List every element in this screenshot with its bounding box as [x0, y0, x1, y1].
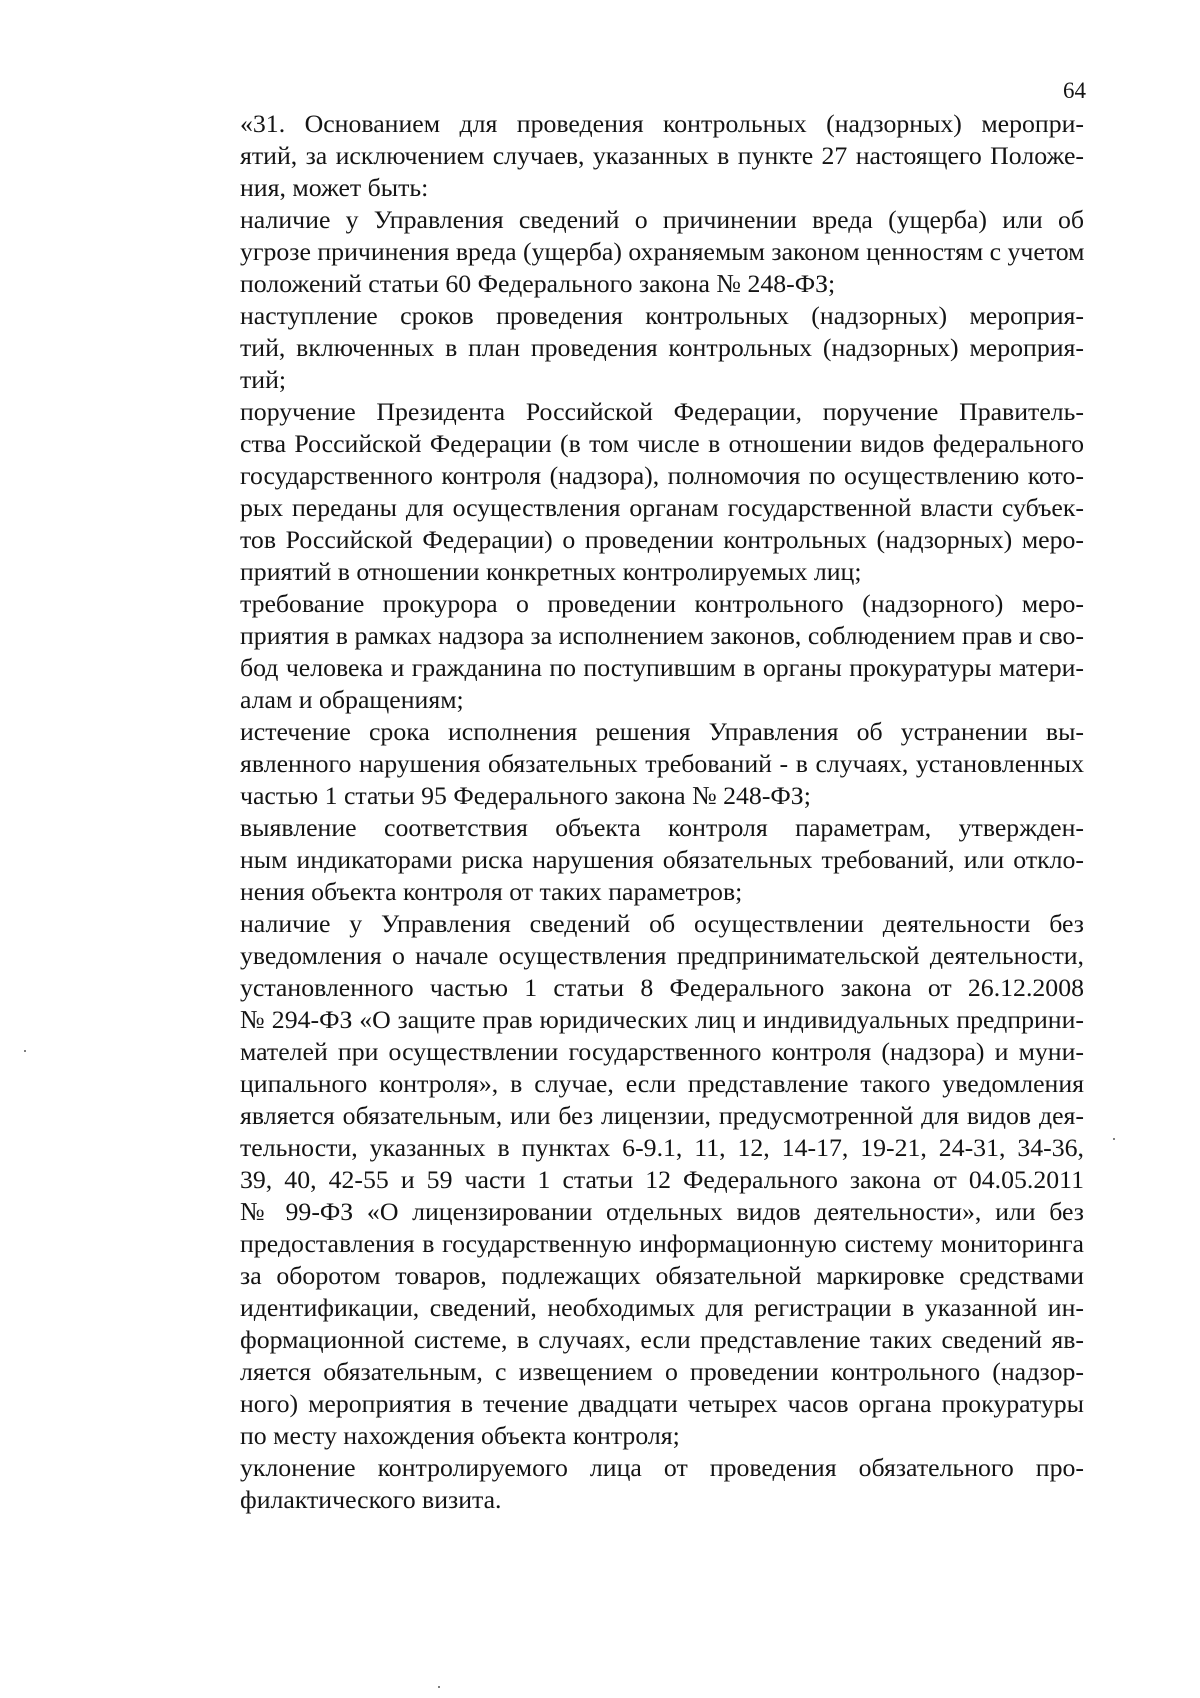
text-line: требование прокурора о проведении контрольного (надзорного) меро-	[240, 589, 1084, 618]
paragraph-risk-indicators	[172, 812, 1084, 908]
text-line: рых переданы для осуществления органам государственной власти субъек-	[240, 493, 1084, 522]
text-line: выявление соответствия объекта контроля параметрам, утвержден-	[240, 813, 1084, 842]
text-line: тов Российской Федерации) о проведении контрольных (надзорных) меро-	[240, 525, 1084, 554]
scan-speck	[438, 1686, 440, 1688]
text-line: установленного частью 1 статьи 8 Федерального закона от 26.12.2008	[240, 973, 1084, 1002]
text-line: положений статьи 60 Федерального закона № 248-ФЗ;	[240, 269, 836, 298]
text-line: явленного нарушения обязательных требований - в случаях, установленных	[240, 749, 1084, 778]
text-line: нения объекта контроля от таких параметров;	[240, 877, 743, 906]
text-line: ципального контроля», в случае, если представление такого уведомления	[240, 1069, 1084, 1098]
text-line: № 294-ФЗ «О защите прав юридических лиц и индивидуальных предприни-	[240, 1005, 1084, 1034]
text-line: тельности, указанных в пунктах 6-9.1, 11, 12, 14-17, 19-21, 24-31, 34-36,	[240, 1133, 1084, 1162]
paragraph-grounds-intro	[172, 108, 1084, 204]
text-line: ства Российской Федерации (в том числе в отношении видов федерального	[240, 429, 1084, 458]
text-line: мателей при осуществлении государственного контроля (надзора) и муни-	[240, 1037, 1084, 1066]
scan-speck	[24, 1050, 26, 1052]
text-line: наличие у Управления сведений о причинении вреда (ущерба) или об	[240, 205, 1084, 234]
text-line: тий;	[240, 365, 287, 394]
text-line: 39, 40, 42-55 и 59 части 1 статьи 12 Федерального закона от 04.05.2011	[240, 1165, 1084, 1194]
text-line: уведомления о начале осуществления предпринимательской деятельности,	[240, 941, 1084, 970]
paragraph-prosecutor-demand	[172, 588, 1084, 716]
text-line: наличие у Управления сведений об осуществлении деятельности без	[240, 909, 1084, 938]
text-line: уклонение контролируемого лица от проведения обязательного про-	[240, 1453, 1084, 1482]
text-line: наступление сроков проведения контрольных (надзорных) мероприя-	[240, 301, 1084, 330]
text-line: ния, может быть:	[240, 173, 429, 202]
text-line: тий, включенных в план проведения контрольных (надзорных) мероприя-	[240, 333, 1084, 362]
text-line: государственного контроля (надзора), полномочия по осуществлению кото-	[240, 461, 1084, 490]
paragraph-president-order	[172, 396, 1084, 588]
text-line: является обязательным, или без лицензии, предусмотренной для видов дея-	[240, 1101, 1084, 1130]
text-line: ляется обязательным, с извещением о проведении контрольного (надзор-	[240, 1357, 1084, 1386]
paragraph-decision-expiry	[172, 716, 1084, 812]
text-line: ного) мероприятия в течение двадцати четырех часов органа прокуратуры	[240, 1389, 1084, 1418]
text-line: № 99-ФЗ «О лицензировании отдельных видов деятельности», или без	[240, 1197, 1084, 1226]
text-line: приятия в рамках надзора за исполнением законов, соблюдением прав и сво-	[240, 621, 1084, 650]
text-line: предоставления в государственную информационную систему мониторинга	[240, 1229, 1084, 1258]
text-line: формационной системе, в случаях, если представление таких сведений яв-	[240, 1325, 1084, 1354]
paragraph-scheduled-dates	[172, 300, 1084, 396]
text-line: «31. Основанием для проведения контрольных (надзорных) меропри-	[240, 109, 1084, 138]
text-line: бод человека и гражданина по поступившим в органы прокуратуры матери-	[240, 653, 1084, 682]
text-line: идентификации, сведений, необходимых для регистрации в указанной ин-	[240, 1293, 1084, 1322]
document-body	[172, 108, 1084, 1516]
text-line: по месту нахождения объекта контроля;	[240, 1421, 680, 1450]
text-line: ятий, за исключением случаев, указанных в пункте 27 настоящего Положе-	[240, 141, 1084, 170]
text-line: алам и обращениям;	[240, 685, 464, 714]
page-number: 64	[1063, 78, 1086, 103]
text-line: истечение срока исполнения решения Управления об устранении вы-	[240, 717, 1084, 746]
text-line: угрозе причинения вреда (ущерба) охраняемым законом ценностям с учетом	[240, 237, 1085, 266]
text-line: ным индикаторами риска нарушения обязательных требований, или откло-	[240, 845, 1084, 874]
text-line: приятий в отношении конкретных контролируемых лиц;	[240, 557, 862, 586]
paragraph-unnotified-activity	[172, 908, 1084, 1452]
paragraph-preventive-visit	[172, 1452, 1084, 1516]
scan-speck	[1113, 1138, 1115, 1140]
paragraph-harm-information	[172, 204, 1084, 300]
text-line: частью 1 статьи 95 Федерального закона № 248-ФЗ;	[240, 781, 811, 810]
text-line: филактического визита.	[240, 1485, 502, 1514]
text-line: поручение Президента Российской Федерации, поручение Правитель-	[240, 397, 1084, 426]
text-line: за оборотом товаров, подлежащих обязательной маркировке средствами	[240, 1261, 1084, 1290]
